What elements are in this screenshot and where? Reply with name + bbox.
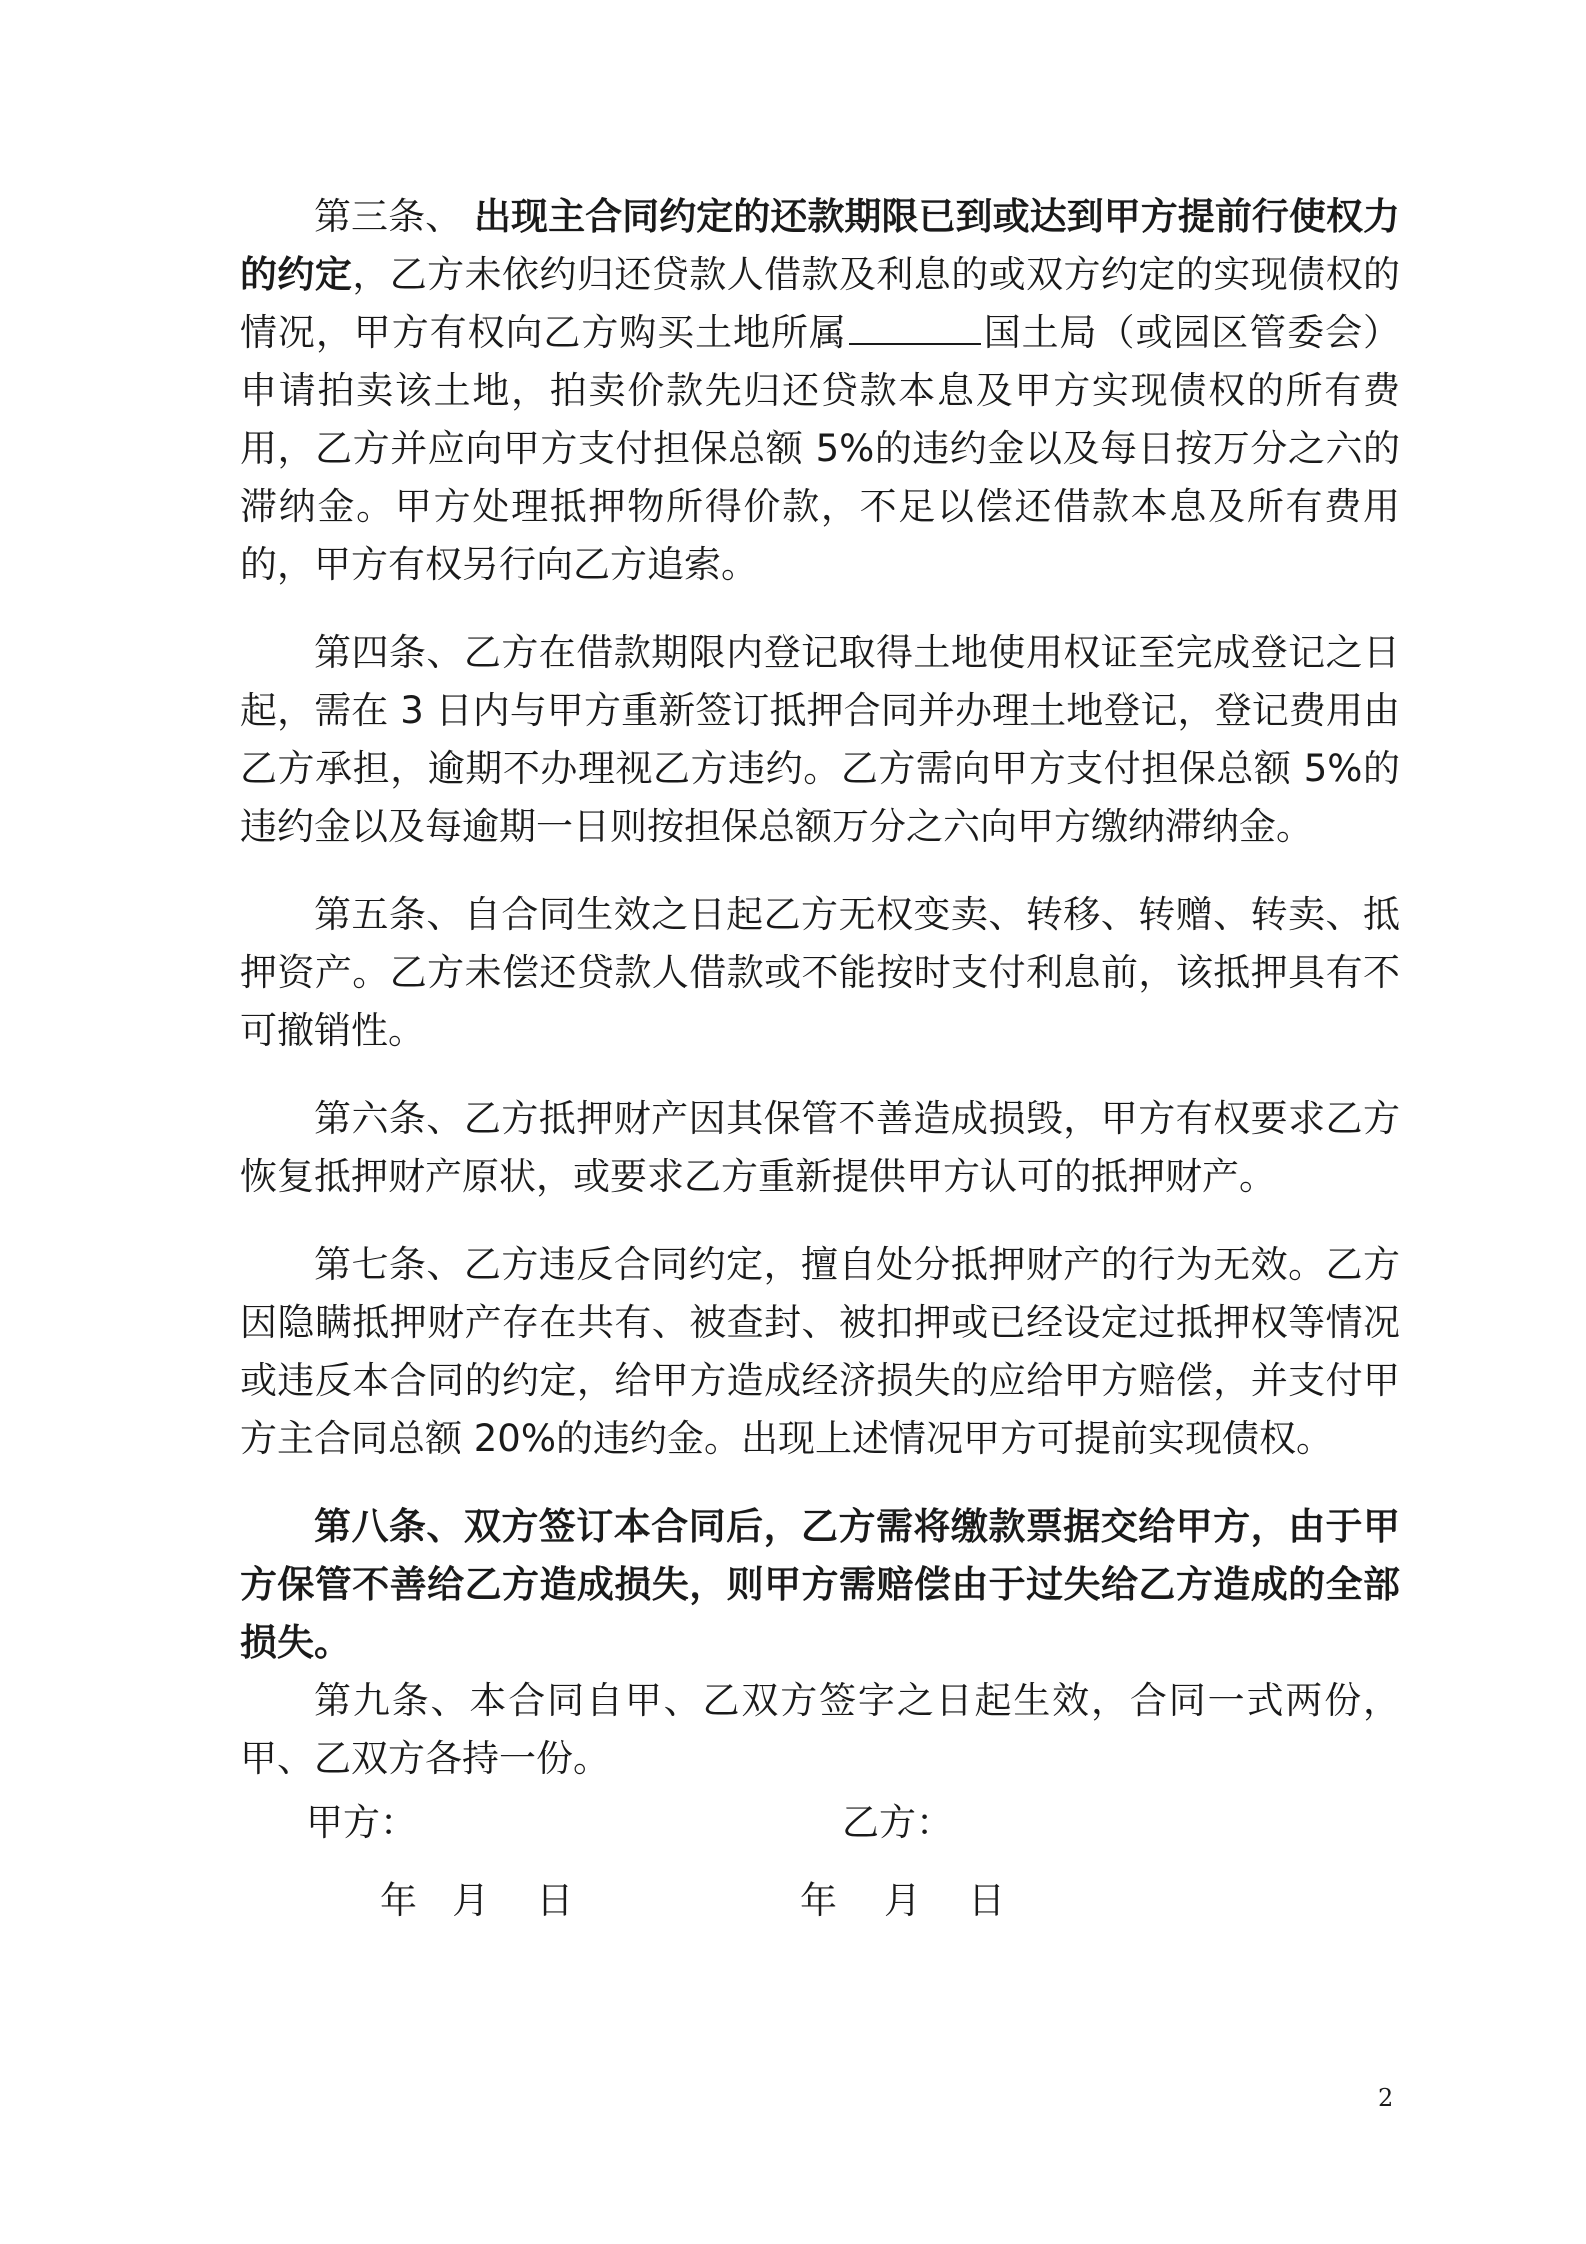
clause-3-text-b: 国土局（或园区管委会）申请拍卖该土地，拍卖价款先归还贷款本息及甲方实现债权的所有费用，乙方并应向甲方支付担保总额 5%的违约金以及每日按万分之六的滞纳金。甲方处理抵押物所得价款，不足以偿还借款本息及所有费用的，甲方有权另行向乙方追索。 bbox=[240, 311, 1401, 586]
clause-4: 第四条、乙方在借款期限内登记取得土地使用权证至完成登记之日起，需在 3 日内与甲方重新签订抵押合同并办理土地登记，登记费用由乙方承担，逾期不办理视乙方违约。乙方需向甲方支付担保总额 5%的违约金以及每逾期一日则按担保总额万分之六向甲方缴纳滞纳金。 bbox=[240, 631, 1400, 848]
clause-7: 第七条、乙方违反合同约定，擅自处分抵押财产的行为无效。乙方因隐瞒抵押财产存在共有、被查封、被扣押或已经设定过抵押权等情况或违反本合同的约定，给甲方造成经济损失的应给甲方赔偿，并支付甲方主合同总额 20%的违约金。出现上述情况甲方可提前实现债权。 bbox=[240, 1243, 1400, 1460]
contract-body bbox=[240, 188, 1400, 1788]
land-bureau-blank bbox=[849, 313, 981, 345]
party-b-label: 乙方： bbox=[842, 1801, 953, 1844]
clause-6: 第六条、乙方抵押财产因其保管不善造成损毁，甲方有权要求乙方恢复抵押财产原状，或要求乙方重新提供甲方认可的抵押财产。 bbox=[240, 1097, 1400, 1198]
clause-3-text-a: ，乙方未依约归还贷款人借款及利息的或双方约定的实现债权的情况，甲方有权向乙方购买土地所属 bbox=[240, 253, 1401, 354]
clause-3-number: 第三条、 bbox=[314, 195, 463, 238]
party-a-label: 甲方： bbox=[306, 1801, 417, 1844]
clause-9: 第九条、本合同自甲、乙双方签字之日起生效，合同一式两份，甲、乙双方各持一份。 bbox=[240, 1679, 1400, 1780]
party-a-date: 年 月 日 bbox=[380, 1879, 574, 1922]
page-number: 2 bbox=[1378, 2084, 1394, 2112]
clause-5: 第五条、自合同生效之日起乙方无权变卖、转移、转赠、转卖、抵押资产。乙方未偿还贷款人借款或不能按时支付利息前，该抵押具有不可撤销性。 bbox=[240, 893, 1400, 1052]
clause-8: 第八条、双方签订本合同后，乙方需将缴款票据交给甲方，由于甲方保管不善给乙方造成损失，则甲方需赔偿由于过失给乙方造成的全部损失。 bbox=[240, 1505, 1400, 1664]
clause-3-bold-text: 出现主合同约定的还款期限已到或达到甲方提前行使权力的约定 bbox=[240, 195, 1401, 296]
clause-3 bbox=[240, 188, 1400, 594]
party-b-date: 年 月 日 bbox=[800, 1879, 1006, 1922]
